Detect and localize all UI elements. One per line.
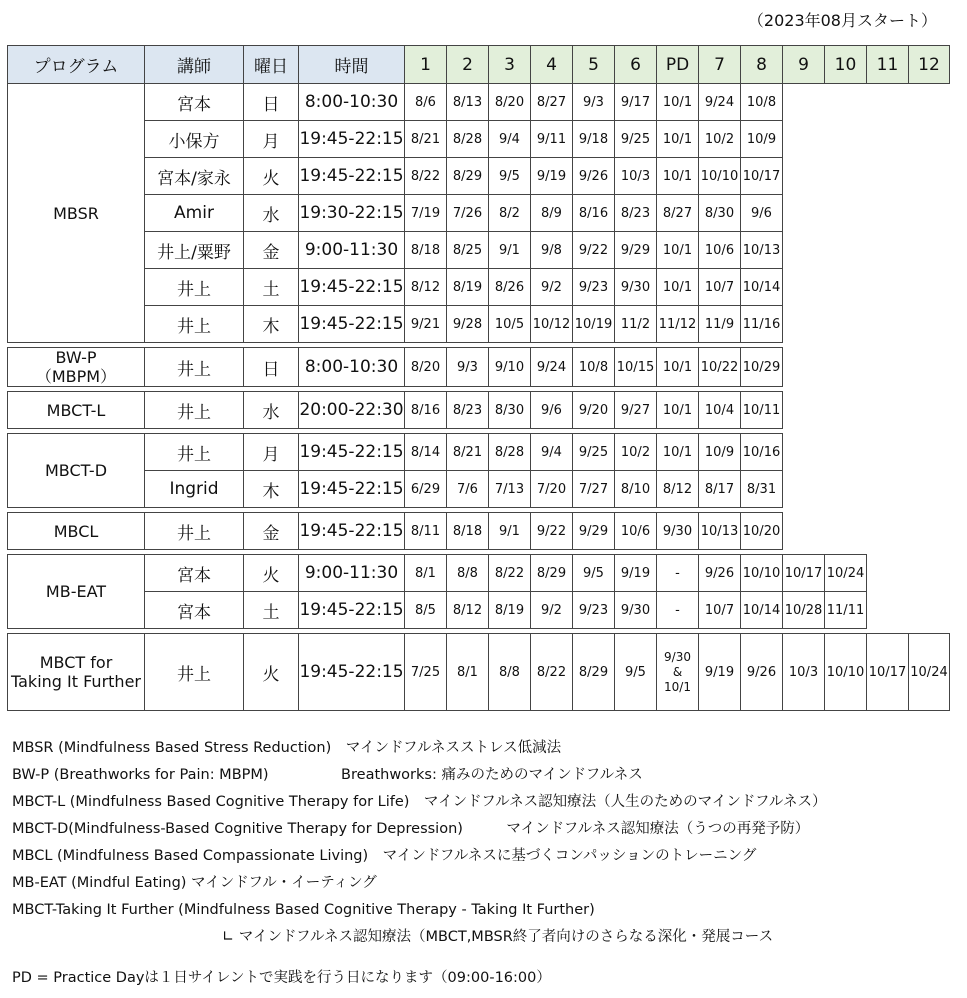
empty-cell bbox=[825, 158, 867, 195]
instructor-cell: 井上 bbox=[145, 392, 244, 429]
date-cell: 10/6 bbox=[615, 513, 657, 550]
legend-line: MBCT-D(Mindfulness-Based Cognitive Therapy for Depression) マインドフルネス認知療法（うつの再発予防） bbox=[12, 821, 810, 837]
date-cell: 10/8 bbox=[573, 348, 615, 387]
table-row bbox=[8, 634, 950, 711]
date-cell: 8/2 bbox=[489, 195, 531, 232]
header-program: プログラム bbox=[8, 46, 145, 84]
date-cell: 9/20 bbox=[573, 392, 615, 429]
date-cell: 9/26 bbox=[741, 634, 783, 711]
date-cell: 7/19 bbox=[405, 195, 447, 232]
date-cell: 10/8 bbox=[741, 84, 783, 121]
date-cell: 8/8 bbox=[447, 555, 489, 592]
date-cell: 8/10 bbox=[615, 471, 657, 508]
date-cell: 10/22 bbox=[699, 348, 741, 387]
table-row bbox=[8, 592, 950, 629]
date-cell: 7/6 bbox=[447, 471, 489, 508]
day-cell: 木 bbox=[244, 471, 299, 508]
date-cell: 10/1 bbox=[657, 158, 699, 195]
date-cell: 8/25 bbox=[447, 232, 489, 269]
date-cell: 9/19 bbox=[531, 158, 573, 195]
date-cell: 8/14 bbox=[405, 434, 447, 471]
empty-cell bbox=[825, 434, 867, 471]
day-cell: 土 bbox=[244, 592, 299, 629]
day-cell: 金 bbox=[244, 513, 299, 550]
date-cell: 8/18 bbox=[405, 232, 447, 269]
date-cell: 10/1 bbox=[657, 392, 699, 429]
program-cell: MBCT-D bbox=[8, 434, 145, 508]
instructor-cell: 井上 bbox=[145, 634, 244, 711]
instructor-cell: 宮本/家永 bbox=[145, 158, 244, 195]
header-row bbox=[8, 46, 950, 84]
date-cell: 10/28 bbox=[783, 592, 825, 629]
date-cell: 10/2 bbox=[699, 121, 741, 158]
date-cell: 10/15 bbox=[615, 348, 657, 387]
day-cell: 土 bbox=[244, 269, 299, 306]
date-cell: 9/30 bbox=[615, 269, 657, 306]
date-cell: 10/7 bbox=[699, 592, 741, 629]
empty-cell bbox=[867, 348, 909, 387]
date-cell: 8/23 bbox=[447, 392, 489, 429]
date-cell: 9/2 bbox=[531, 269, 573, 306]
date-cell: 9/17 bbox=[615, 84, 657, 121]
date-cell: 9/27 bbox=[615, 392, 657, 429]
instructor-cell: 小保方 bbox=[145, 121, 244, 158]
instructor-cell: 井上 bbox=[145, 269, 244, 306]
empty-cell bbox=[825, 232, 867, 269]
date-cell: 10/1 bbox=[657, 348, 699, 387]
program-cell: MBCT for Taking It Further bbox=[8, 634, 145, 711]
date-cell: 10/14 bbox=[741, 592, 783, 629]
date-cell: 10/24 bbox=[909, 634, 950, 711]
date-cell: 9/29 bbox=[573, 513, 615, 550]
legend bbox=[12, 735, 826, 992]
day-cell: 火 bbox=[244, 555, 299, 592]
empty-cell bbox=[825, 513, 867, 550]
empty-cell bbox=[909, 555, 950, 592]
empty-cell bbox=[867, 306, 909, 343]
program-cell: MBCT-L bbox=[8, 392, 145, 429]
time-cell: 20:00-22:30 bbox=[299, 392, 405, 429]
empty-cell bbox=[825, 121, 867, 158]
empty-cell bbox=[825, 348, 867, 387]
date-cell: 11/11 bbox=[825, 592, 867, 629]
date-cell: 8/30 bbox=[699, 195, 741, 232]
table-row bbox=[8, 195, 950, 232]
empty-cell bbox=[909, 195, 950, 232]
date-cell: 10/4 bbox=[699, 392, 741, 429]
day-cell: 火 bbox=[244, 634, 299, 711]
date-cell: 8/27 bbox=[657, 195, 699, 232]
date-cell: 9/30 bbox=[615, 592, 657, 629]
time-cell: 19:45-22:15 bbox=[299, 634, 405, 711]
date-cell: 10/17 bbox=[867, 634, 909, 711]
date-cell: 8/28 bbox=[489, 434, 531, 471]
date-cell: 9/30 & 10/1 bbox=[657, 634, 699, 711]
empty-cell bbox=[825, 84, 867, 121]
table-row bbox=[8, 269, 950, 306]
date-cell: 9/25 bbox=[573, 434, 615, 471]
date-cell: 10/14 bbox=[741, 269, 783, 306]
date-cell: 9/1 bbox=[489, 513, 531, 550]
empty-cell bbox=[825, 306, 867, 343]
header-session-3: 3 bbox=[489, 46, 531, 84]
date-cell: 9/11 bbox=[531, 121, 573, 158]
empty-cell bbox=[909, 306, 950, 343]
date-cell: 8/20 bbox=[489, 84, 531, 121]
date-cell: 10/19 bbox=[573, 306, 615, 343]
date-cell: 10/5 bbox=[489, 306, 531, 343]
header-day: 曜日 bbox=[244, 46, 299, 84]
empty-cell bbox=[909, 84, 950, 121]
table-row bbox=[8, 121, 950, 158]
date-cell: - bbox=[657, 555, 699, 592]
instructor-cell: 宮本 bbox=[145, 555, 244, 592]
legend-line: MBCT-L (Mindfulness Based Cognitive Therapy for Life) マインドフルネス認知療法（人生のためのマインドフルネス） bbox=[12, 794, 827, 810]
empty-cell bbox=[867, 121, 909, 158]
empty-cell bbox=[825, 269, 867, 306]
header-session-4: 4 bbox=[531, 46, 573, 84]
date-cell: 8/12 bbox=[657, 471, 699, 508]
date-cell: 9/19 bbox=[699, 634, 741, 711]
date-cell: 8/29 bbox=[531, 555, 573, 592]
empty-cell bbox=[825, 392, 867, 429]
time-cell: 19:45-22:15 bbox=[299, 121, 405, 158]
empty-cell bbox=[825, 471, 867, 508]
date-cell: 6/29 bbox=[405, 471, 447, 508]
schedule-table bbox=[7, 45, 950, 711]
date-cell: 9/1 bbox=[489, 232, 531, 269]
date-cell: 10/1 bbox=[657, 232, 699, 269]
date-cell: 10/10 bbox=[741, 555, 783, 592]
date-cell: 10/7 bbox=[699, 269, 741, 306]
program-cell: MBSR bbox=[8, 84, 145, 343]
empty-cell bbox=[909, 592, 950, 629]
date-cell: 8/8 bbox=[489, 634, 531, 711]
date-cell: 8/22 bbox=[531, 634, 573, 711]
date-cell: 8/18 bbox=[447, 513, 489, 550]
header-session-2: 2 bbox=[447, 46, 489, 84]
date-cell: 9/29 bbox=[615, 232, 657, 269]
program-cell: MB-EAT bbox=[8, 555, 145, 629]
instructor-cell: Amir bbox=[145, 195, 244, 232]
date-cell: 8/6 bbox=[405, 84, 447, 121]
time-cell: 9:00-11:30 bbox=[299, 555, 405, 592]
date-cell: 9/24 bbox=[699, 84, 741, 121]
date-cell: 9/24 bbox=[531, 348, 573, 387]
date-cell: 8/16 bbox=[405, 392, 447, 429]
date-cell: 8/13 bbox=[447, 84, 489, 121]
header-session-7: 7 bbox=[699, 46, 741, 84]
table-row bbox=[8, 513, 950, 550]
date-cell: 9/2 bbox=[531, 592, 573, 629]
table-row bbox=[8, 434, 950, 471]
empty-cell bbox=[825, 195, 867, 232]
date-cell: 9/10 bbox=[489, 348, 531, 387]
date-cell: 9/6 bbox=[741, 195, 783, 232]
date-cell: 8/9 bbox=[531, 195, 573, 232]
instructor-cell: 井上 bbox=[145, 306, 244, 343]
legend-lines bbox=[12, 735, 826, 924]
empty-cell bbox=[867, 232, 909, 269]
day-cell: 日 bbox=[244, 348, 299, 387]
date-cell: 9/5 bbox=[489, 158, 531, 195]
header-session-pd: PD bbox=[657, 46, 699, 84]
legend-line: MB-EAT (Mindful Eating) マインドフル・イーティング bbox=[12, 875, 377, 891]
empty-cell bbox=[909, 269, 950, 306]
header-session-5: 5 bbox=[573, 46, 615, 84]
date-cell: 8/12 bbox=[447, 592, 489, 629]
date-cell: 10/10 bbox=[825, 634, 867, 711]
instructor-cell: 宮本 bbox=[145, 84, 244, 121]
time-cell: 19:45-22:15 bbox=[299, 471, 405, 508]
date-cell: 10/1 bbox=[657, 434, 699, 471]
table-row bbox=[8, 555, 950, 592]
table-row bbox=[8, 392, 950, 429]
date-cell: 10/13 bbox=[741, 232, 783, 269]
empty-cell bbox=[909, 471, 950, 508]
empty-cell bbox=[867, 269, 909, 306]
header-instructor: 講師 bbox=[145, 46, 244, 84]
table-row bbox=[8, 232, 950, 269]
date-cell: 8/17 bbox=[699, 471, 741, 508]
table-row bbox=[8, 84, 950, 121]
day-cell: 月 bbox=[244, 434, 299, 471]
date-cell: 7/26 bbox=[447, 195, 489, 232]
date-cell: 8/16 bbox=[573, 195, 615, 232]
program-cell: BW-P （MBPM） bbox=[8, 348, 145, 387]
empty-cell bbox=[783, 471, 825, 508]
empty-cell bbox=[783, 434, 825, 471]
header-session-1: 1 bbox=[405, 46, 447, 84]
legend-sub-line: ∟ マインドフルネス認知療法（MBCT,MBSR終了者向けのさらなる深化・発展コース bbox=[222, 929, 774, 945]
date-cell: 10/17 bbox=[783, 555, 825, 592]
legend-spacer bbox=[12, 951, 826, 965]
date-cell: 8/29 bbox=[573, 634, 615, 711]
empty-cell bbox=[783, 84, 825, 121]
date-cell: 9/23 bbox=[573, 269, 615, 306]
date-cell: 10/12 bbox=[531, 306, 573, 343]
date-cell: 9/5 bbox=[615, 634, 657, 711]
empty-cell bbox=[909, 392, 950, 429]
empty-cell bbox=[867, 434, 909, 471]
date-cell: 9/8 bbox=[531, 232, 573, 269]
instructor-cell: Ingrid bbox=[145, 471, 244, 508]
day-cell: 月 bbox=[244, 121, 299, 158]
time-cell: 8:00-10:30 bbox=[299, 348, 405, 387]
date-cell: 10/20 bbox=[741, 513, 783, 550]
empty-cell bbox=[909, 158, 950, 195]
date-cell: 9/26 bbox=[573, 158, 615, 195]
header-session-12: 12 bbox=[909, 46, 950, 84]
date-cell: 8/29 bbox=[447, 158, 489, 195]
date-cell: 11/16 bbox=[741, 306, 783, 343]
date-cell: 10/3 bbox=[783, 634, 825, 711]
date-cell: 9/18 bbox=[573, 121, 615, 158]
header-session-6: 6 bbox=[615, 46, 657, 84]
date-cell: 9/22 bbox=[531, 513, 573, 550]
date-cell: 10/1 bbox=[657, 269, 699, 306]
date-cell: 8/31 bbox=[741, 471, 783, 508]
date-cell: 10/29 bbox=[741, 348, 783, 387]
date-cell: 9/23 bbox=[573, 592, 615, 629]
time-cell: 19:45-22:15 bbox=[299, 434, 405, 471]
date-cell: 9/6 bbox=[531, 392, 573, 429]
date-cell: 8/1 bbox=[447, 634, 489, 711]
date-cell: 8/27 bbox=[531, 84, 573, 121]
date-cell: 8/28 bbox=[447, 121, 489, 158]
empty-cell bbox=[867, 513, 909, 550]
empty-cell bbox=[909, 232, 950, 269]
time-cell: 19:45-22:15 bbox=[299, 158, 405, 195]
empty-cell bbox=[867, 195, 909, 232]
table-row bbox=[8, 471, 950, 508]
date-cell: 10/24 bbox=[825, 555, 867, 592]
time-cell: 19:45-22:15 bbox=[299, 592, 405, 629]
date-cell: 8/22 bbox=[405, 158, 447, 195]
date-cell: 8/30 bbox=[489, 392, 531, 429]
date-cell: 10/11 bbox=[741, 392, 783, 429]
table-row bbox=[8, 348, 950, 387]
empty-cell bbox=[909, 513, 950, 550]
date-cell: 9/5 bbox=[573, 555, 615, 592]
date-cell: 9/3 bbox=[573, 84, 615, 121]
date-cell: 11/12 bbox=[657, 306, 699, 343]
program-cell: MBCL bbox=[8, 513, 145, 550]
header-time: 時間 bbox=[299, 46, 405, 84]
date-cell: 10/1 bbox=[657, 121, 699, 158]
empty-cell bbox=[783, 195, 825, 232]
date-cell: 9/25 bbox=[615, 121, 657, 158]
header-session-10: 10 bbox=[825, 46, 867, 84]
date-cell: - bbox=[657, 592, 699, 629]
header-session-11: 11 bbox=[867, 46, 909, 84]
time-cell: 19:45-22:15 bbox=[299, 306, 405, 343]
header-session-9: 9 bbox=[783, 46, 825, 84]
day-cell: 木 bbox=[244, 306, 299, 343]
legend-line: MBCL (Mindfulness Based Compassionate Living) マインドフルネスに基づくコンパッションのトレーニング bbox=[12, 848, 757, 864]
empty-cell bbox=[867, 592, 909, 629]
legend-line: MBSR (Mindfulness Based Stress Reduction) マインドフルネスストレス低減法 bbox=[12, 740, 562, 756]
empty-cell bbox=[909, 434, 950, 471]
instructor-cell: 井上 bbox=[145, 434, 244, 471]
empty-cell bbox=[867, 392, 909, 429]
date-cell: 8/21 bbox=[405, 121, 447, 158]
empty-cell bbox=[783, 392, 825, 429]
table-row bbox=[8, 306, 950, 343]
empty-cell bbox=[783, 513, 825, 550]
time-cell: 8:00-10:30 bbox=[299, 84, 405, 121]
empty-cell bbox=[909, 348, 950, 387]
date-cell: 9/21 bbox=[405, 306, 447, 343]
date-cell: 10/6 bbox=[699, 232, 741, 269]
start-note: （2023年08月スタート） bbox=[747, 11, 937, 30]
empty-cell bbox=[783, 232, 825, 269]
date-cell: 10/3 bbox=[615, 158, 657, 195]
date-cell: 10/17 bbox=[741, 158, 783, 195]
instructor-cell: 宮本 bbox=[145, 592, 244, 629]
day-cell: 金 bbox=[244, 232, 299, 269]
date-cell: 10/9 bbox=[699, 434, 741, 471]
date-cell: 8/5 bbox=[405, 592, 447, 629]
schedule-body bbox=[8, 84, 950, 711]
date-cell: 8/12 bbox=[405, 269, 447, 306]
time-cell: 19:45-22:15 bbox=[299, 513, 405, 550]
empty-cell bbox=[867, 555, 909, 592]
instructor-cell: 井上/粟野 bbox=[145, 232, 244, 269]
legend-line: BW-P (Breathworks for Pain: MBPM) Breathworks: 痛みのためのマインドフルネス bbox=[12, 767, 643, 783]
date-cell: 8/23 bbox=[615, 195, 657, 232]
empty-cell bbox=[783, 121, 825, 158]
time-cell: 9:00-11:30 bbox=[299, 232, 405, 269]
date-cell: 10/16 bbox=[741, 434, 783, 471]
date-cell: 10/9 bbox=[741, 121, 783, 158]
date-cell: 9/26 bbox=[699, 555, 741, 592]
date-cell: 7/13 bbox=[489, 471, 531, 508]
date-cell: 8/22 bbox=[489, 555, 531, 592]
day-cell: 水 bbox=[244, 195, 299, 232]
time-cell: 19:30-22:15 bbox=[299, 195, 405, 232]
date-cell: 8/19 bbox=[489, 592, 531, 629]
date-cell: 7/27 bbox=[573, 471, 615, 508]
legend-line: MBCT-Taking It Further (Mindfulness Based Cognitive Therapy - Taking It Further) bbox=[12, 902, 595, 918]
date-cell: 10/2 bbox=[615, 434, 657, 471]
day-cell: 水 bbox=[244, 392, 299, 429]
date-cell: 7/25 bbox=[405, 634, 447, 711]
date-cell: 8/21 bbox=[447, 434, 489, 471]
date-cell: 8/20 bbox=[405, 348, 447, 387]
date-cell: 9/4 bbox=[531, 434, 573, 471]
empty-cell bbox=[867, 158, 909, 195]
day-cell: 火 bbox=[244, 158, 299, 195]
empty-cell bbox=[783, 158, 825, 195]
instructor-cell: 井上 bbox=[145, 348, 244, 387]
date-cell: 10/10 bbox=[699, 158, 741, 195]
date-cell: 8/1 bbox=[405, 555, 447, 592]
empty-cell bbox=[783, 348, 825, 387]
date-cell: 8/11 bbox=[405, 513, 447, 550]
empty-cell bbox=[909, 121, 950, 158]
instructor-cell: 井上 bbox=[145, 513, 244, 550]
date-cell: 11/2 bbox=[615, 306, 657, 343]
date-cell: 9/22 bbox=[573, 232, 615, 269]
table-row bbox=[8, 158, 950, 195]
date-cell: 10/13 bbox=[699, 513, 741, 550]
date-cell: 9/30 bbox=[657, 513, 699, 550]
footer-note: PD = Practice Dayは１日サイレントで実践を行う日になります（09:00-16:00） bbox=[12, 970, 551, 986]
time-cell: 19:45-22:15 bbox=[299, 269, 405, 306]
date-cell: 8/19 bbox=[447, 269, 489, 306]
date-cell: 9/28 bbox=[447, 306, 489, 343]
empty-cell bbox=[783, 269, 825, 306]
date-cell: 9/4 bbox=[489, 121, 531, 158]
empty-cell bbox=[867, 471, 909, 508]
date-cell: 7/20 bbox=[531, 471, 573, 508]
date-cell: 11/9 bbox=[699, 306, 741, 343]
date-cell: 9/19 bbox=[615, 555, 657, 592]
empty-cell bbox=[867, 84, 909, 121]
empty-cell bbox=[783, 306, 825, 343]
date-cell: 9/3 bbox=[447, 348, 489, 387]
header-session-8: 8 bbox=[741, 46, 783, 84]
date-cell: 10/1 bbox=[657, 84, 699, 121]
day-cell: 日 bbox=[244, 84, 299, 121]
date-cell: 8/26 bbox=[489, 269, 531, 306]
